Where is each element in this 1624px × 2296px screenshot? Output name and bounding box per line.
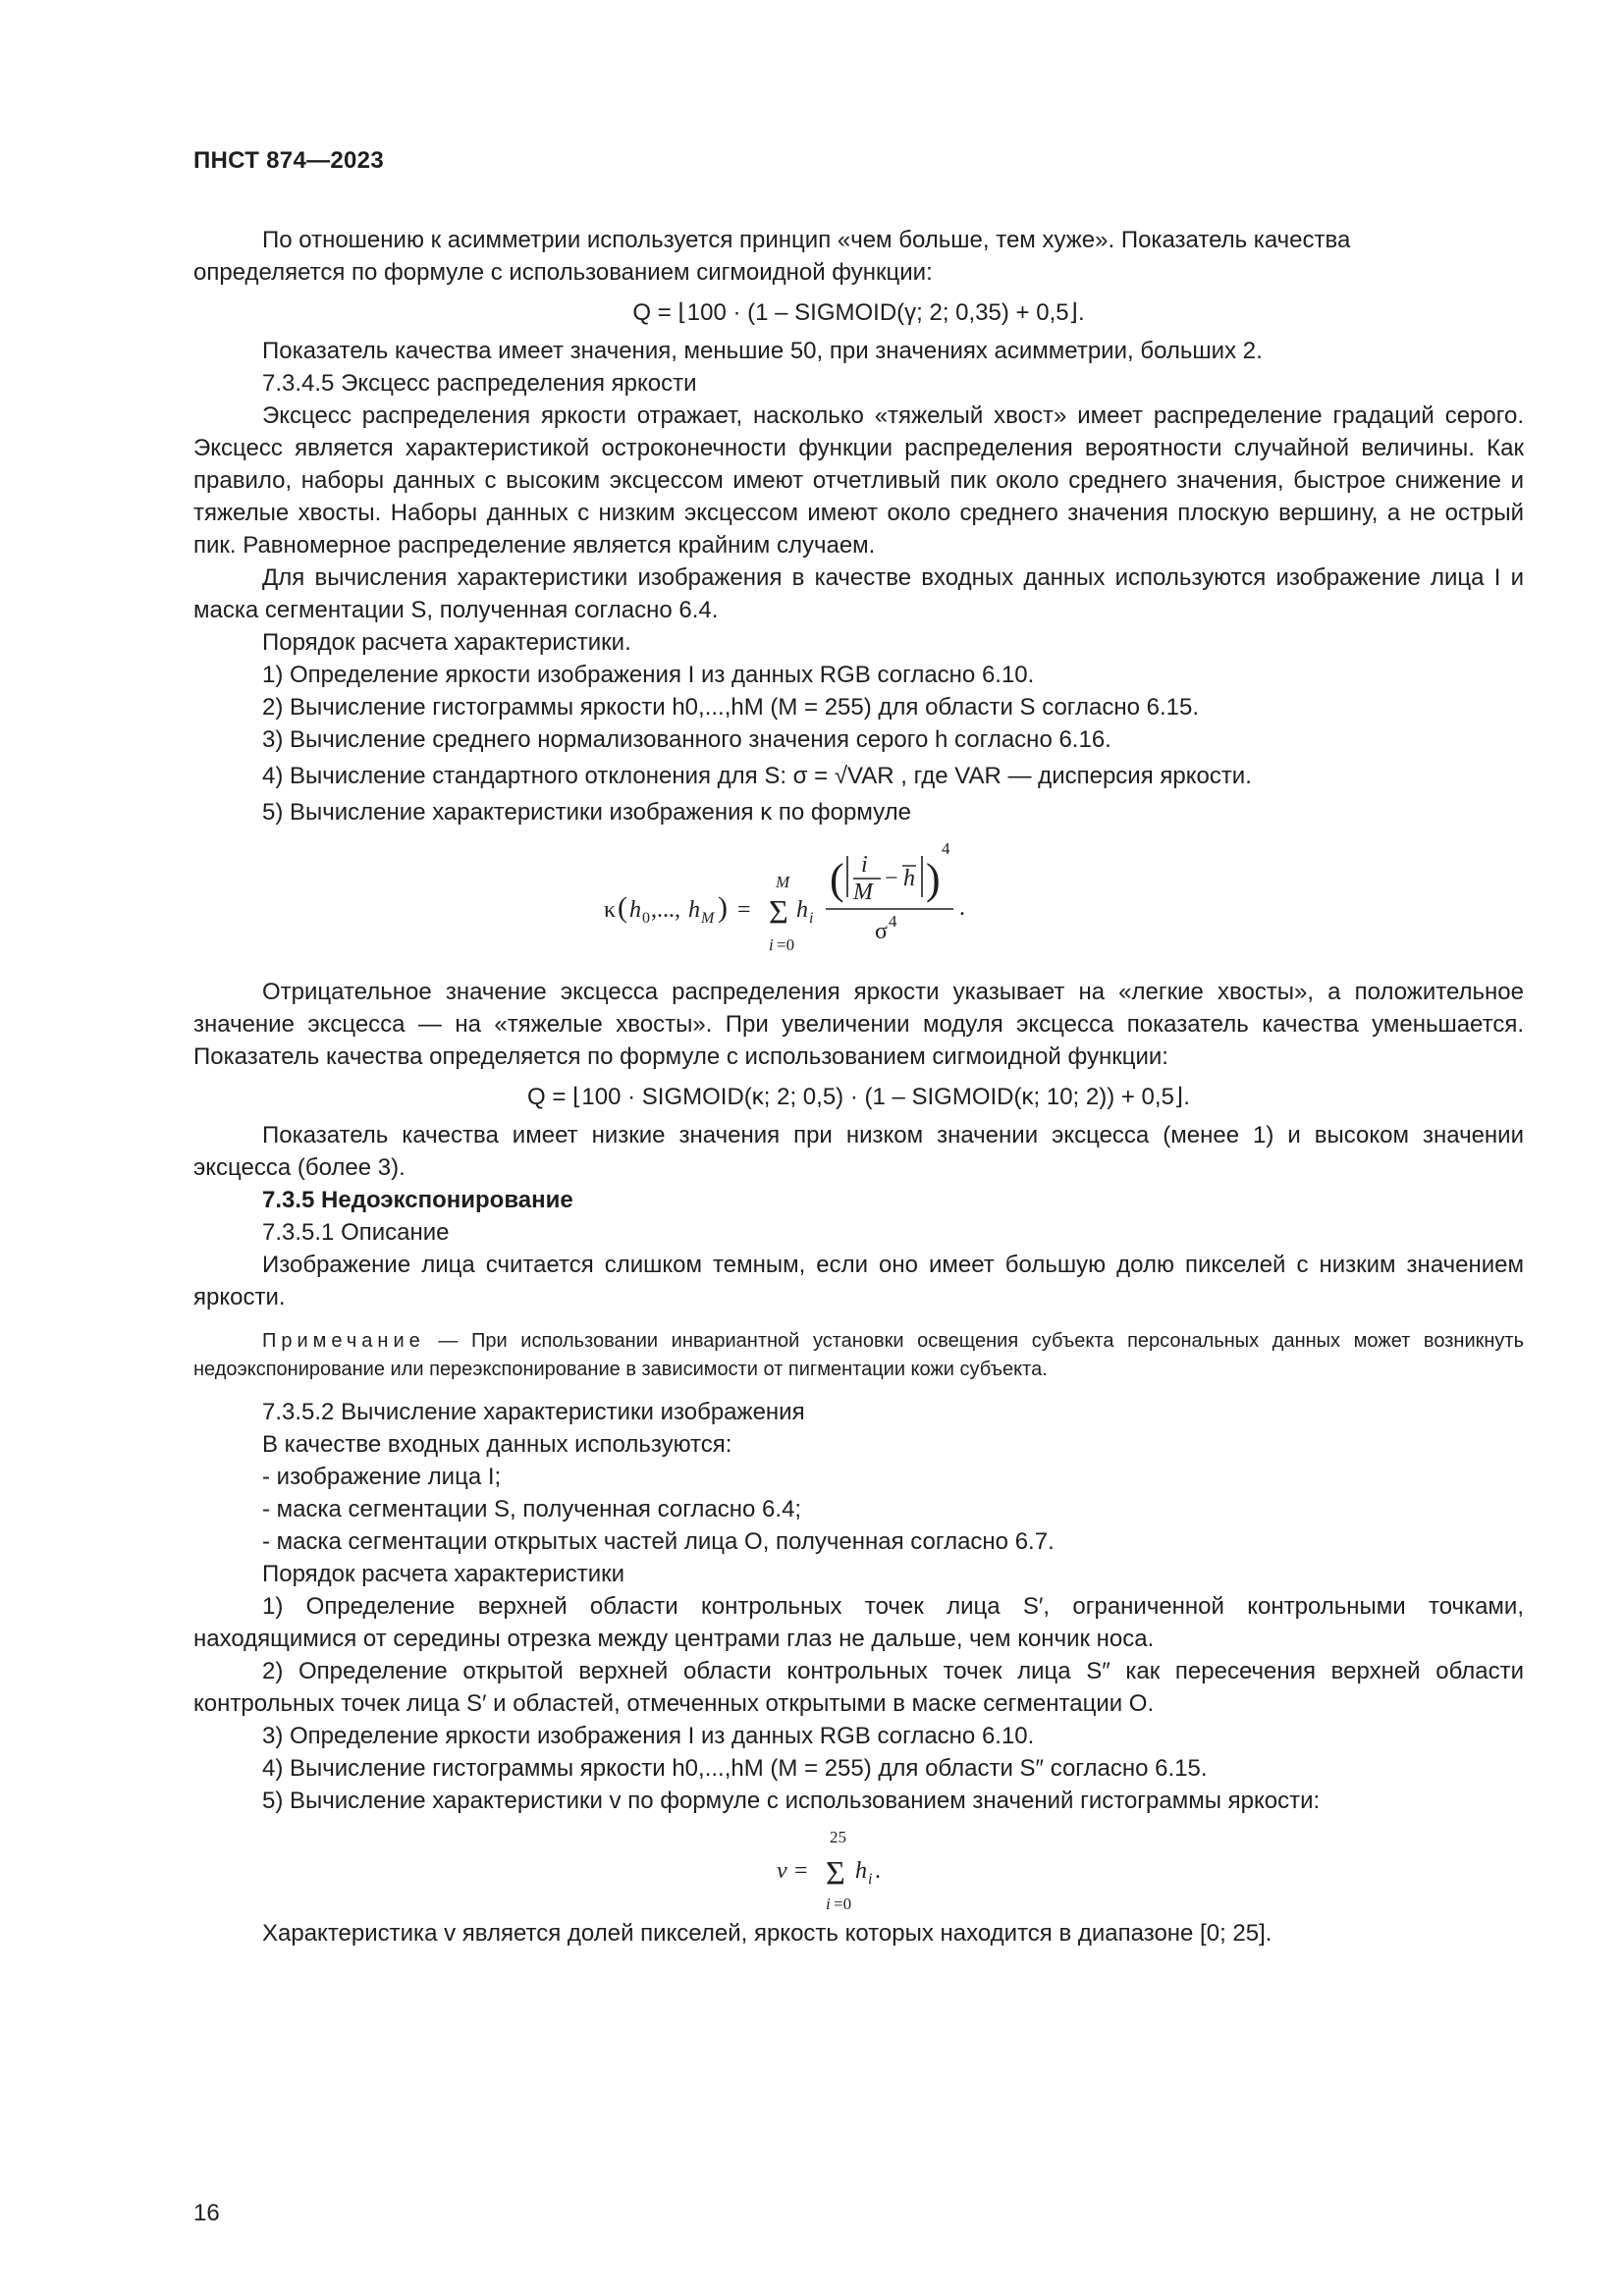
svg-text:=: =: [793, 1858, 808, 1884]
svg-text:M: M: [852, 880, 873, 905]
svg-text:4: 4: [888, 912, 896, 931]
svg-text:=: =: [736, 897, 751, 923]
heading-7-3-5-2: 7.3.5.2 Вычисление характеристики изображения: [262, 1399, 805, 1425]
svg-text:,...,: ,...,: [650, 897, 680, 923]
svg-text:): ): [717, 891, 728, 924]
formula-v: [193, 1821, 1524, 1915]
svg-text:h: h: [687, 897, 700, 923]
svg-text:=0: =0: [833, 1895, 851, 1913]
step-underexposure-2: 2) Определение открытой верхней области контрольных точек лица S″ как пересечения верхней области контрольных точек лица S′ и областей, отмеченных открытыми в маске сегментации O.: [193, 1658, 1524, 1717]
paragraph-kurtosis-inputs: Для вычисления характеристики изображения в качестве входных данных используются изображение лица I и маска сегментации S, полученная согласно 6.4.: [193, 564, 1524, 623]
page-number: 16: [193, 2200, 220, 2226]
svg-text:(: (: [829, 855, 844, 903]
document-header: ПНСТ 874—2023: [193, 147, 384, 174]
heading-7-3-5: 7.3.5 Недоэкспонирование: [262, 1187, 573, 1213]
svg-text:i: i: [808, 910, 813, 927]
note-text: — При использовании инвариантной установки освещения субъекта персональных данных может возникнуть недоэкспонирование или переэкспонирование в зависимости от пигментации кожи субъекта.: [193, 1330, 1524, 1380]
paragraph-final: Характеристика v является долей пикселей, яркость которых находится в диапазоне [0; 25].: [262, 1920, 1272, 1947]
step-kurtosis-2: 2) Вычисление гистограммы яркости h0,...,hM (M = 255) для области S согласно 6.15.: [262, 694, 1200, 721]
svg-text:.: .: [958, 895, 965, 921]
svg-text:(: (: [617, 891, 627, 924]
paragraph-kurtosis-sign: Отрицательное значение эксцесса распределения яркости указывает на «легкие хвосты», а положительное значение эксцесса — на «тяжелые хвосты». При увеличении модуля эксцесса показатель качества уменьшается. Показатель качества определяется по формуле с использованием сигмоидной функции:: [193, 979, 1524, 1070]
note-block: [193, 1327, 1524, 1384]
svg-text:=0: =0: [776, 935, 794, 954]
svg-text:Σ: Σ: [768, 894, 788, 931]
step-kurtosis-3: 3) Вычисление среднего нормализованного значения серого h согласно 6.16.: [262, 726, 1111, 753]
paragraph-kurtosis-order: Порядок расчета характеристики.: [262, 629, 631, 656]
svg-text:−: −: [884, 866, 898, 891]
svg-text:i: i: [768, 935, 774, 954]
svg-text:): ): [925, 855, 941, 903]
paragraph-kurtosis-low-high: Показатель качества имеет низкие значения при низком значении эксцесса (менее 1) и высоком значении эксцесса (более 3).: [193, 1122, 1524, 1181]
document-body: [193, 224, 1524, 1949]
paragraph-asymmetry-after: Показатель качества имеет значения, меньшие 50, при значениях асимметрии, больших 2.: [262, 338, 1263, 364]
svg-text:σ: σ: [874, 919, 888, 944]
svg-text:i: i: [825, 1895, 831, 1913]
heading-7-3-4-5: 7.3.4.5 Эксцесс распределения яркости: [262, 370, 697, 397]
heading-7-3-5-1: 7.3.5.1 Описание: [262, 1219, 450, 1246]
svg-text:Σ: Σ: [825, 1855, 845, 1892]
svg-text:i: i: [860, 852, 868, 878]
step-kurtosis-5: 5) Вычисление характеристики изображения κ по формуле: [262, 799, 911, 826]
paragraph-asymmetry-intro-b: определяется по формуле с использованием сигмоидной функции:: [193, 259, 933, 286]
step-kurtosis-1: 1) Определение яркости изображения I из данных RGB согласно 6.10.: [262, 662, 1035, 688]
paragraph-inputs-intro: В качестве входных данных используются:: [262, 1431, 732, 1458]
svg-text:h: h: [854, 1858, 867, 1884]
paragraph-underexposure-order: Порядок расчета характеристики: [262, 1561, 625, 1587]
svg-text:h: h: [902, 866, 915, 891]
formula-asymmetry-quality: Q = ⌊100 · (1 – SIGMOID(γ; 2; 0,35) + 0,5⌋.: [632, 299, 1085, 326]
step-kurtosis-4: 4) Вычисление стандартного отклонения для S: σ = √VAR , где VAR — дисперсия яркости.: [262, 763, 1252, 789]
svg-text:v: v: [776, 1858, 787, 1884]
svg-text:4: 4: [941, 839, 949, 858]
svg-text:25: 25: [829, 1828, 846, 1846]
svg-text:0: 0: [641, 910, 650, 927]
formula-kurtosis-quality: Q = ⌊100 · SIGMOID(κ; 2; 0,5) · (1 – SIGMOID(κ; 10; 2)) + 0,5⌋.: [527, 1084, 1190, 1110]
formula-kappa: [193, 834, 1524, 972]
v-formula-graphic: [771, 1821, 947, 1915]
paragraph-kurtosis-description: Эксцесс распределения яркости отражает, насколько «тяжелый хвост» имеет распределение градаций серого. Эксцесс является характеристикой остроконечности функции распределения вероятности случайной величины. Как правило, наборы данных с высоким эксцессом имеют отчетливый пик около среднего значения, быстрое снижение и тяжелые хвосты. Наборы данных с низким эксцессом имеют около среднего значения плоскую вершину, а не острый пик. Равномерное распределение является крайним случаем.: [193, 402, 1524, 559]
kappa-formula-graphic: [604, 834, 1114, 972]
step-underexposure-1: 1) Определение верхней области контрольных точек лица S′, ограниченной контрольными точками, находящимися от середины отрезка между центрами глаз не дальше, чем кончик носа.: [193, 1593, 1524, 1652]
step-underexposure-4: 4) Вычисление гистограммы яркости h0,...,hM (M = 255) для области S″ согласно 6.15.: [262, 1755, 1208, 1782]
svg-text:h: h: [628, 897, 641, 923]
svg-text:κ: κ: [603, 897, 616, 923]
step-underexposure-3: 3) Определение яркости изображения I из данных RGB согласно 6.10.: [262, 1723, 1035, 1749]
svg-text:i: i: [867, 1871, 872, 1888]
list-item-input-2: - маска сегментации S, полученная согласно 6.4;: [262, 1496, 802, 1522]
svg-text:.: .: [874, 1858, 881, 1884]
svg-text:h: h: [795, 897, 808, 923]
paragraph-asymmetry-intro-a: По отношению к асимметрии используется принцип «чем больше, тем хуже». Показатель качества: [262, 227, 1351, 253]
list-item-input-1: - изображение лица I;: [262, 1464, 502, 1490]
svg-text:M: M: [700, 910, 714, 927]
note-label: Примечание: [262, 1330, 425, 1352]
list-item-input-3: - маска сегментации открытых частей лица O, полученная согласно 6.7.: [262, 1528, 1055, 1555]
svg-text:M: M: [775, 873, 789, 891]
paragraph-underexposure-description: Изображение лица считается слишком темным, если оно имеет большую долю пикселей с низким значением яркости.: [193, 1252, 1524, 1310]
step-underexposure-5: 5) Вычисление характеристики v по формуле с использованием значений гистограммы яркости:: [262, 1788, 1321, 1814]
